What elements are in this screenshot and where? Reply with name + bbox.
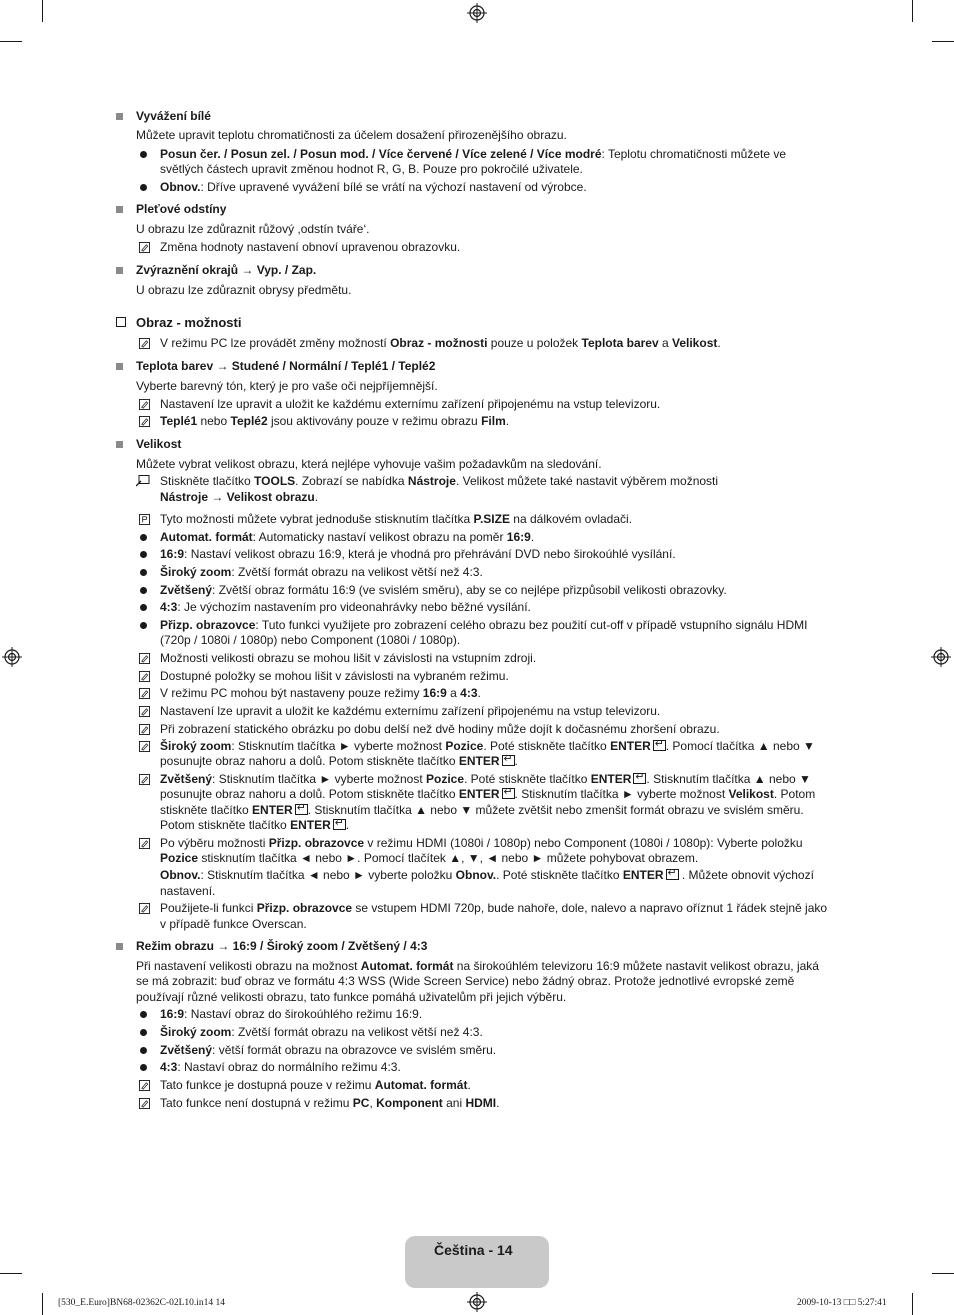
note-text-cont: Potom stiskněte tlačítko ENTER↵ . <box>160 818 349 834</box>
bullet-icon <box>140 1047 147 1054</box>
bullet-item: Široký zoom: Zvětší formát obrazu na velikost větší než 4:3. <box>160 1025 483 1039</box>
bullet-item-cont: světlých částech upravit změnou hodnot R, G, B. Pouze pro pokročilé uživatele. <box>160 162 583 176</box>
note-icon <box>139 838 150 849</box>
enter-key-icon <box>502 755 515 766</box>
note-text: Tato funkce je dostupná pouze v režimu Automat. formát. <box>160 1078 471 1092</box>
section-description-cont: používají různé velikosti obrazu, tato funkce pomáhá uživatelům při jejich výběru. <box>136 990 567 1004</box>
bullet-item: Obnov.: Dříve upravené vyvážení bílé se vrátí na výchozí nastavení od výrobce. <box>160 180 587 194</box>
bullet-item: Zvětšený: Zvětší obraz formátu 16:9 (ve svislém směru), aby se co nejlépe přizpůsobil velikosti obrazovky. <box>160 583 727 597</box>
bullet-icon <box>140 622 147 629</box>
section-heading: Pleťové odstíny <box>136 202 227 216</box>
note-text: Nastavení lze upravit a uložit ke každému externímu zařízení připojenému na vstup televizoru. <box>160 397 661 411</box>
note-icon <box>139 903 150 914</box>
note-icon <box>139 671 150 682</box>
enter-key-icon <box>666 869 679 880</box>
bullet-icon <box>140 151 147 158</box>
tools-icon <box>136 475 150 487</box>
registration-mark-icon <box>931 647 951 667</box>
bullet-icon <box>140 1064 147 1071</box>
enter-key-icon <box>502 788 515 799</box>
crop-mark <box>932 41 954 42</box>
bullet-icon <box>140 1029 147 1036</box>
chapter-title: Obraz - možnosti <box>136 315 242 330</box>
note-icon <box>139 688 150 699</box>
note-text-cont: Pozice stisknutím tlačítka ◄ nebo ►. Pomocí tlačítek ▲, ▼, ◄ nebo ► můžete pohybovat obrazem. <box>160 851 699 865</box>
section-heading: Teplota barev → Studené / Normální / Teplé1 / Teplé2 <box>136 359 436 373</box>
note-text: Tato funkce není dostupná v režimu PC, Komponent ani HDMI. <box>160 1096 500 1110</box>
note-icon <box>139 399 150 410</box>
print-file-info: [530_E.Euro]BN68-02362C-02L10.in14 14 <box>58 1298 226 1308</box>
bullet-icon <box>140 184 147 191</box>
square-bullet-icon <box>116 206 123 213</box>
bullet-item: 4:3: Je výchozím nastavením pro videonahrávky nebo běžné vysílání. <box>160 600 531 614</box>
square-bullet-icon <box>116 363 123 370</box>
bullet-item: Přizp. obrazovce: Tuto funkci využijete pro zobrazení celého obrazu bez použití cut-off v případě vstupního signálu HDMI <box>160 618 808 632</box>
bullet-icon <box>140 587 147 594</box>
enter-key-icon <box>653 740 666 751</box>
bullet-item-cont: (720p / 1080i / 1080p) nebo Component (1080i / 1080p). <box>160 633 461 647</box>
page-number: Čeština - 14 <box>434 1242 513 1258</box>
registration-mark-icon <box>2 647 22 667</box>
section-description: U obrazu lze zdůraznit obrysy předmětu. <box>136 283 352 297</box>
note-text: Po výběru možnosti Přizp. obrazovce v režimu HDMI (1080i / 1080p) nebo Component (1080i / 1080p): Vyberte položku <box>160 836 803 850</box>
section-heading: Vyvážení bílé <box>136 109 211 123</box>
note-icon <box>139 706 150 717</box>
note-text: V režimu PC lze provádět změny možností Obraz - možnosti pouze u položek Teplota barev a Velikost. <box>160 336 721 350</box>
registration-mark-icon <box>467 1292 487 1312</box>
bullet-item: 16:9: Nastaví velikost obrazu 16:9, která je vhodná pro přehrávání DVD nebo širokoúhlé vysílání. <box>160 547 676 561</box>
note-text: Teplé1 nebo Teplé2 jsou aktivovány pouze v režimu obrazu Film. <box>160 414 510 428</box>
note-text: Změna hodnoty nastavení obnoví upravenou obrazovku. <box>160 240 461 254</box>
note-text-cont: nastavení. <box>160 884 216 898</box>
note-text: Při zobrazení statického obrázku po dobu delší než dvě hodiny může dojít k dočasnému zhoršení obrazu. <box>160 722 720 736</box>
tools-text: Stiskněte tlačítko TOOLS. Zobrazí se nabídka Nástroje. Velikost můžete také nastavit výběrem možnosti <box>160 474 719 488</box>
note-text: Použijete-li funkci Přizp. obrazovce se vstupem HDMI 720p, bude nahoře, dole, nalevo a napravo oříznut 1 řádek stejně jako <box>160 901 828 915</box>
bullet-icon <box>140 551 147 558</box>
enter-key-icon <box>295 804 308 815</box>
note-icon <box>139 774 150 785</box>
print-timestamp: 2009-10-13 □□ 5:27:41 <box>797 1298 887 1308</box>
bullet-icon <box>140 569 147 576</box>
note-text: Široký zoom: Stisknutím tlačítka ► vyberte možnost Pozice. Poté stiskněte tlačítko ENTER↵ . Pomocí tlačítka ▲ nebo ▼ <box>160 739 815 755</box>
crop-mark <box>932 1273 954 1274</box>
section-description: U obrazu lze zdůraznit růžový ,odstín tváře‘. <box>136 222 370 236</box>
note-icon <box>139 242 150 253</box>
note-icon <box>139 416 150 427</box>
section-description: Můžete upravit teplotu chromatičnosti za účelem dosažení přirozenějšího obrazu. <box>136 128 567 142</box>
square-bullet-icon <box>116 441 123 448</box>
square-bullet-icon <box>116 267 123 274</box>
note-text-cont: posunujte obraz nahoru a dolů. Potom stiskněte tlačítko ENTER↵ . Stisknutím tlačítka ► vyberte možnost Velikost. Potom <box>160 787 815 803</box>
bullet-item: Posun čer. / Posun zel. / Posun mod. / Více červené / Více zelené / Více modré: Teplotu chromatičnosti můžete ve <box>160 147 787 161</box>
bullet-item: Široký zoom: Zvětší formát obrazu na velikost větší než 4:3. <box>160 565 483 579</box>
bullet-icon <box>140 1011 147 1018</box>
bullet-item: 16:9: Nastaví obraz do širokoúhlého režimu 16:9. <box>160 1007 423 1021</box>
registration-mark-icon <box>467 3 487 23</box>
note-text: Dostupné položky se mohou lišit v závislosti na vybraném režimu. <box>160 669 509 683</box>
note-text: Možnosti velikosti obrazu se mohou lišit v závislosti na vstupním zdroji. <box>160 651 537 665</box>
bullet-item: Zvětšený: větší formát obrazu na obrazovce ve svislém směru. <box>160 1043 497 1057</box>
section-description: Při nastavení velikosti obrazu na možnost Automat. formát na širokoúhlém televizoru 16:9 můžete nastavit velikost obrazu, jaká <box>136 959 819 973</box>
remote-button-icon <box>139 514 150 525</box>
square-bullet-icon <box>116 943 123 950</box>
note-icon <box>139 1080 150 1091</box>
note-text: V režimu PC mohou být nastaveny pouze režimy 16:9 a 4:3. <box>160 686 481 700</box>
square-bullet-icon <box>116 113 123 120</box>
note-icon <box>139 1098 150 1109</box>
crop-mark <box>42 0 43 22</box>
section-heading: Zvýraznění okrajů → Vyp. / Zap. <box>136 263 317 277</box>
note-text-cont: posunujte obraz nahoru a dolů. Potom stiskněte tlačítko ENTER↵ . <box>160 754 518 770</box>
enter-key-icon <box>333 819 346 830</box>
note-text-cont: Obnov.: Stisknutím tlačítka ◄ nebo ► vyberte položku Obnov.. Poté stiskněte tlačítko ENTER↵ . Můžete obnovit výchozí <box>160 868 814 884</box>
note-text: Zvětšený: Stisknutím tlačítka ► vyberte možnost Pozice. Poté stiskněte tlačítko ENTER↵ . Stisknutím tlačítka ▲ nebo ▼ <box>160 772 811 788</box>
crop-mark <box>912 1293 913 1315</box>
note-text-cont: v případě funkce Overscan. <box>160 917 307 931</box>
note-text-cont: stiskněte tlačítko ENTER↵ . Stisknutím tlačítka ▲ nebo ▼ můžete zvětšit nebo zmenšit formát obrazu ve svislém směru. <box>160 803 804 819</box>
section-heading: Režim obrazu → 16:9 / Široký zoom / Zvětšený / 4:3 <box>136 939 428 953</box>
section-heading: Velikost <box>136 437 182 451</box>
psize-text: Tyto možnosti můžete vybrat jednoduše stisknutím tlačítka P.SIZE na dálkovém ovladači. <box>160 512 633 526</box>
crop-mark <box>42 1293 43 1315</box>
note-text: Nastavení lze upravit a uložit ke každému externímu zařízení připojenému na vstup televizoru. <box>160 704 661 718</box>
section-description-cont: se má zobrazit: buď obraz ve formátu 4:3 WSS (Wide Screen Service) nebo žádný obraz. Protože jednotlivé evropské země <box>136 974 795 988</box>
bullet-item: Automat. formát: Automaticky nastaví velikost obrazu na poměr 16:9. <box>160 530 535 544</box>
note-icon <box>139 741 150 752</box>
bullet-item: 4:3: Nastaví obraz do normálního režimu 4:3. <box>160 1060 401 1074</box>
section-description: Můžete vybrat velikost obrazu, která nejlépe vyhovuje vašim požadavkům na sledování. <box>136 457 602 471</box>
note-icon <box>139 338 150 349</box>
bullet-icon <box>140 604 147 611</box>
bullet-icon <box>140 534 147 541</box>
enter-key-icon <box>633 773 646 784</box>
tools-text-cont: Nástroje → Velikost obrazu. <box>160 490 319 504</box>
crop-mark <box>0 41 22 42</box>
checkbox-icon <box>116 317 126 327</box>
note-icon <box>139 653 150 664</box>
crop-mark <box>912 0 913 22</box>
crop-mark <box>0 1273 22 1274</box>
note-icon <box>139 724 150 735</box>
section-description: Vyberte barevný tón, který je pro vaše oči nejpříjemnější. <box>136 379 438 393</box>
